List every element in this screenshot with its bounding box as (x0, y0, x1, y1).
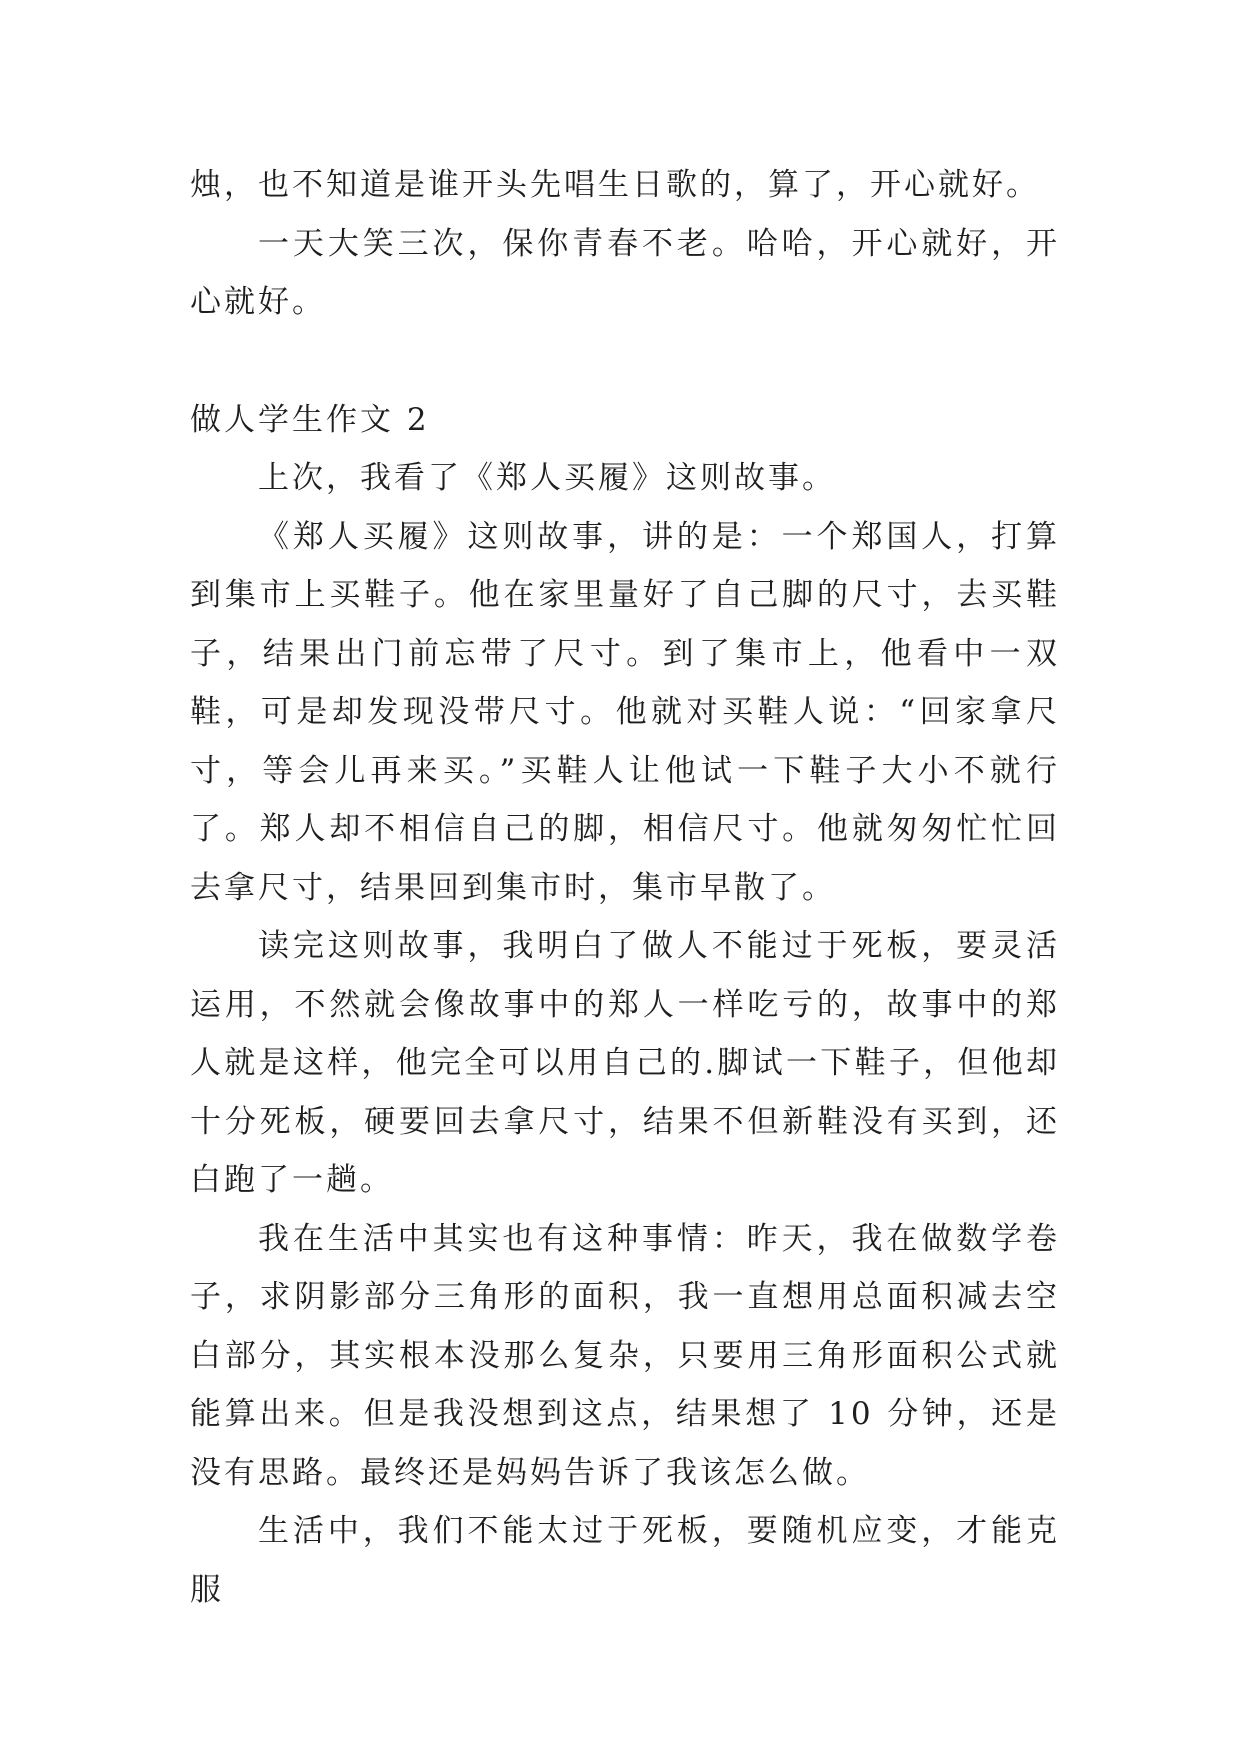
essay-heading: 做人学生作文 2 (190, 401, 430, 438)
document-page (190, 156, 1060, 1619)
essay-paragraph: 我在生活中其实也有这种事情：昨天，我在做数学卷子，求阴影部分三角形的面积，我一直想用总面积减去空白部分，其实根本没那么复杂，只要用三角形面积公式就能算出来。但是我没想到这点，结果想了 10 分钟，还是没有思路。最终还是妈妈告诉了我该怎么做。 (190, 1220, 1060, 1491)
intro-paragraph: 一天大笑三次，保你青春不老。哈哈，开心就好，开心就好。 (190, 225, 1060, 320)
intro-paragraph-continued: 烛，也不知道是谁开头先唱生日歌的，算了，开心就好。 (190, 167, 1040, 203)
essay-paragraph-truncated: 生活中，我们不能太过于死板，要随机应变，才能克服 (190, 1513, 1060, 1608)
essay-paragraph: 读完这则故事，我明白了做人不能过于死板，要灵活运用，不然就会像故事中的郑人一样吃亏的，故事中的郑人就是这样，他完全可以用自己的.脚试一下鞋子，但他却十分死板，硬要回去拿尺寸，结果不但新鞋没有买到，还白跑了一趟。 (190, 928, 1060, 1198)
essay-paragraph: 《郑人买履》这则故事，讲的是：一个郑国人，打算到集市上买鞋子。他在家里量好了自己脚的尺寸，去买鞋子，结果出门前忘带了尺寸。到了集市上，他看中一双鞋，可是却发现没带尺寸。他就对买鞋人说：“回家拿尺寸，等会儿再来买。”买鞋人让他试一下鞋子大小不就行了。郑人却不相信自己的脚，相信尺寸。他就匆匆忙忙回去拿尺寸，结果回到集市时，集市早散了。 (190, 518, 1060, 906)
essay-paragraph: 上次，我看了《郑人买履》这则故事。 (258, 460, 836, 496)
